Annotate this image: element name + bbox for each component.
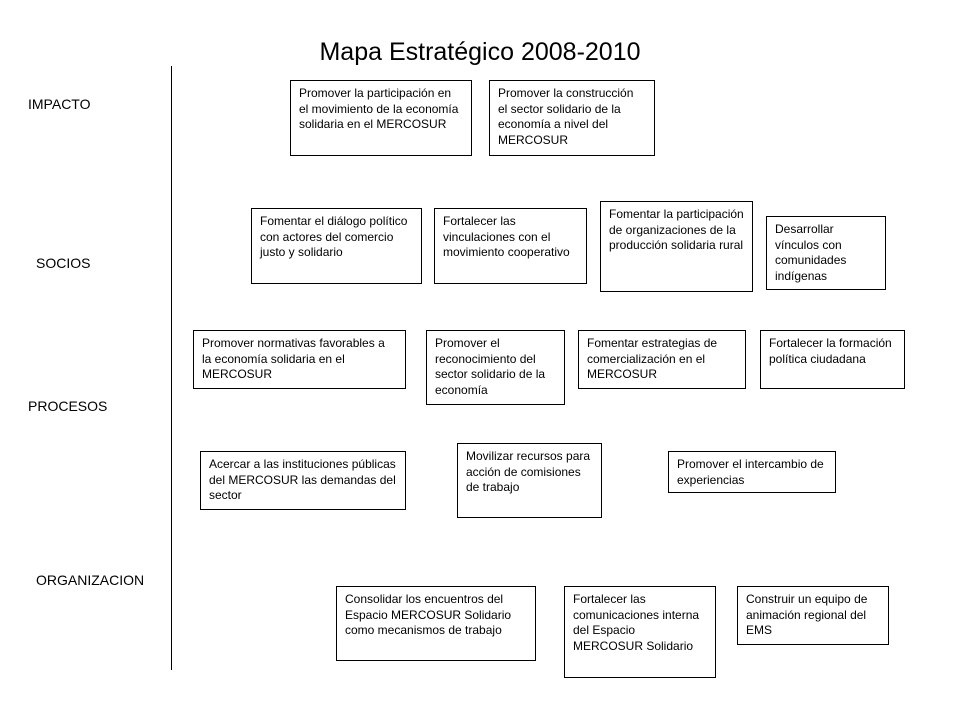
perspective-label-socios: SOCIOS <box>36 255 91 271</box>
objective-box: Promover el intercambio de experiencias <box>668 451 836 493</box>
objective-box: Fomentar la participación de organizaciones de la producción solidaria rural <box>600 201 753 292</box>
objective-box: Fortalecer la formación política ciudadana <box>760 330 905 389</box>
objective-box: Movilizar recursos para acción de comisiones de trabajo <box>457 443 602 518</box>
objective-box: Fortalecer las comunicaciones interna del Espacio MERCOSUR Solidario <box>564 586 716 678</box>
objective-box: Fortalecer las vinculaciones con el movimiento cooperativo <box>434 208 587 284</box>
objective-box: Fomentar el diálogo político con actores del comercio justo y solidario <box>251 208 422 284</box>
objective-box: Acercar a las instituciones públicas del MERCOSUR las demandas del sector <box>200 451 406 510</box>
perspective-label-procesos: PROCESOS <box>28 398 108 414</box>
objective-box: Promover la construcción el sector solidario de la economía a nivel del MERCOSUR <box>489 80 655 156</box>
perspective-divider-line <box>171 66 172 670</box>
objective-box: Promover normativas favorables a la economía solidaria en el MERCOSUR <box>193 330 406 389</box>
perspective-label-organizacion: ORGANIZACION <box>36 572 145 588</box>
objective-box: Construir un equipo de animación regional del EMS <box>737 586 889 645</box>
objective-box: Consolidar los encuentros del Espacio MERCOSUR Solidario como mecanismos de trabajo <box>336 586 536 661</box>
objective-box: Fomentar estrategias de comercialización en el MERCOSUR <box>578 330 746 389</box>
page-title: Mapa Estratégico 2008-2010 <box>319 38 641 66</box>
objective-box: Desarrollar vínculos con comunidades indígenas <box>766 216 886 290</box>
objective-box: Promover el reconocimiento del sector solidario de la economía <box>426 330 565 405</box>
objective-box: Promover la participación en el movimiento de la economía solidaria en el MERCOSUR <box>290 80 472 156</box>
perspective-label-impacto: IMPACTO <box>28 96 91 112</box>
